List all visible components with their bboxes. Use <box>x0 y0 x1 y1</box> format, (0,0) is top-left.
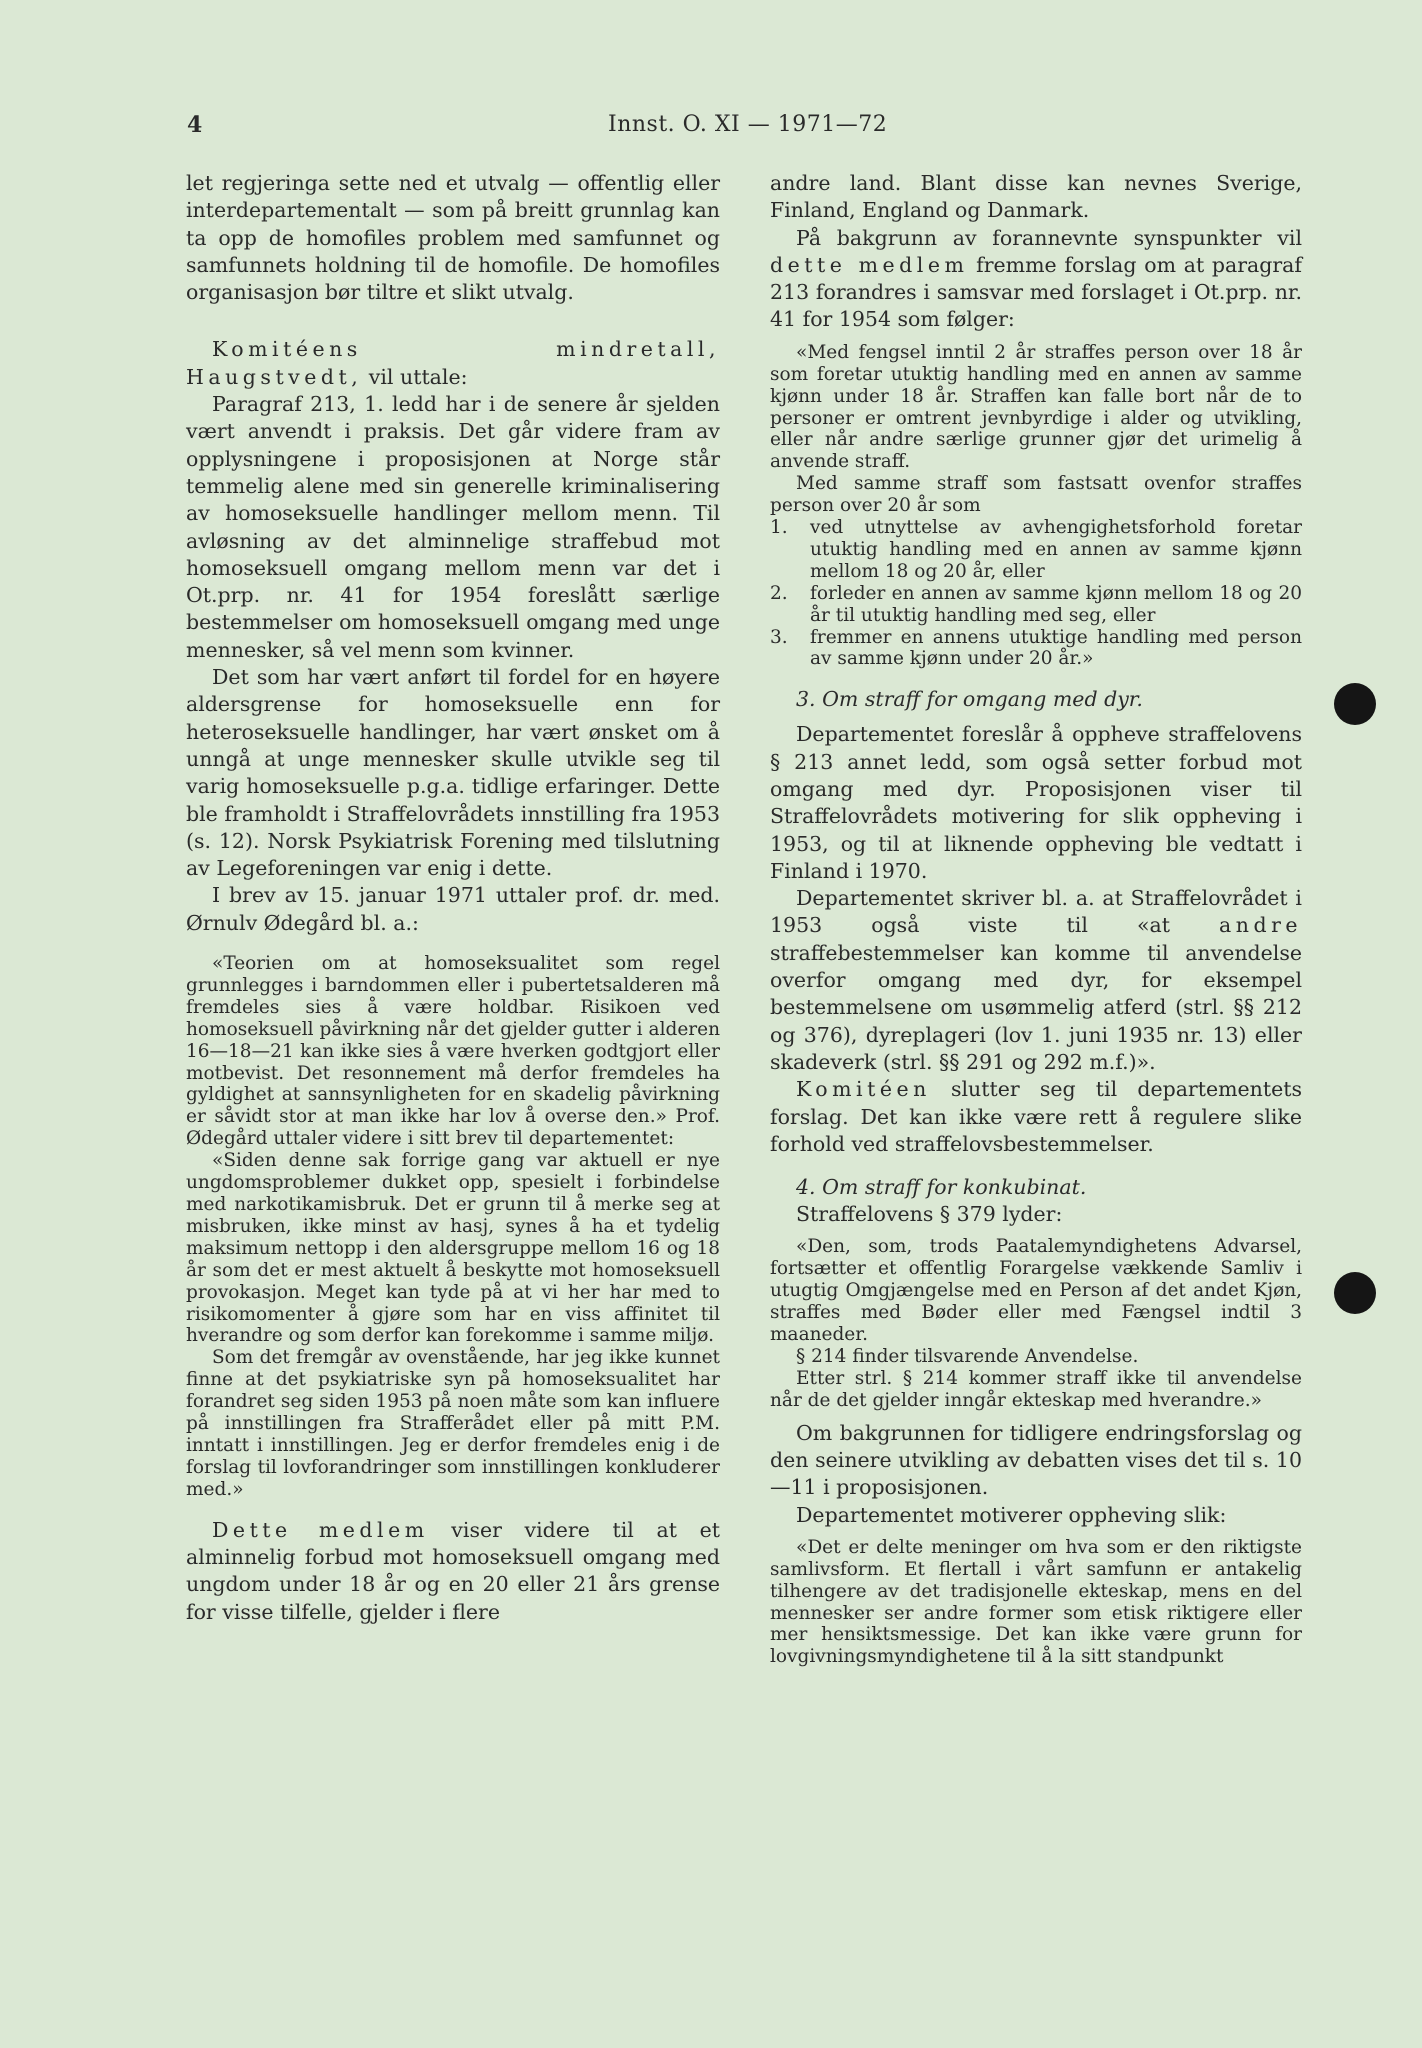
quote-paragraph: «Det er delte meninger om hva som er den riktigste samlivsform. Et flertall i vårt samfunn er antakelig tilhengere av det tradisjonelle ekteskap, mens en del mennesker ser andre former som etisk riktigere eller mer hensiktsmessige. Det kan ikke være grunn for lovgivningsmyndighetene til å la sitt standpunkt <box>770 1536 1302 1668</box>
section-heading: 3. Om straff for omgang med dyr. <box>796 687 1143 712</box>
page-header <box>0 112 1422 152</box>
paragraph: andre land. Blant disse kan nevnes Sverige, Finland, England og Danmark. <box>770 171 1302 223</box>
quote-paragraph: «Den, som, trods Paatalemyndighetens Advarsel, fortsætter et offentlig Forargelse vækkende Samliv i utugtig Omgjængelse med en Person af det andet Kjøn, straffes med Bøder eller med Fængsel indtil 3 maaneder. <box>770 1236 1302 1346</box>
right-column <box>770 170 1302 1668</box>
minority-heading-paragraph <box>186 336 720 391</box>
committee-paragraph <box>770 1076 1302 1158</box>
list-item <box>770 627 1302 671</box>
paragraph: let regjeringa sette ned et utvalg — offentlig eller interdepartementalt — som på breitt grunnlag kan ta opp de homofiles problem med samfunnet og samfunnets holdning til de homofile. De homofiles organisasjon bør tiltre et slikt utvalg. <box>186 171 720 305</box>
list-item <box>770 517 1302 583</box>
quote-paragraph: Etter strl. § 214 kommer straff ikke til anvendelse når de det gjelder inngår ekteskap med hverandre.» <box>770 1367 1302 1411</box>
paragraph-text: vil uttale: <box>362 364 468 389</box>
spaced-phrase: Komitéens mindretall, Haugstvedt, <box>186 337 720 389</box>
list-number: 1. <box>770 517 788 539</box>
quote-paragraph: Som det fremgår av ovenstående, har jeg ikke kunnet finne at det psykiatriske syn på homoseksualitet har forandret seg siden 1953 på noen måte som kan influere på innstillingen fra Strafferådet eller på mitt P.M. inntatt i innstillingen. Jeg er derfor fremdeles enig i de forslag til lovforandringer som innstillingen konkluderer med.» <box>186 1347 720 1500</box>
paragraph-text: fremme forslag om at paragraf 213 forandres i samsvar med forslaget i Ot.prp. nr. 41 for 1954 som følger: <box>770 252 1302 332</box>
paragraph: Departementet motiverer oppheving slik: <box>796 1502 1227 1527</box>
running-title: Innst. O. XI — 1971—72 <box>608 112 888 137</box>
spaced-phrase: andre <box>1219 913 1302 938</box>
list-text: fremmer en annens utuktige handling med person av samme kjønn under 20 år.» <box>810 626 1302 670</box>
quote-paragraph: «Teorien om at homoseksualitet som regel grunnlegges i barndommen eller i pubertetsalderen må fremdeles sies å være holdbar. Risikoen ved homoseksuell påvirkning når det gjelder gutter i alderen 16—18—21 kan ikke sies å være hverken godtgjort eller motbevist. Det resonnement må derfor fremdeles ha gyldighet at sannsynligheten for en skadelig påvirkning er såvidt stor at man ikke har lov å overse den.» Prof. Ødegård uttaler videre i sitt brev til departementet: <box>186 953 720 1150</box>
quote-paragraph: § 214 finder tilsvarende Anvendelse. <box>796 1345 1139 1367</box>
paragraph-text: Departementet skriver bl. a. at Straffelovrådet i 1953 også viste til «at <box>770 886 1302 938</box>
paragraph-text: viser videre til at et alminnelig forbud mot homoseksuell omgang med ungdom under 18 år og en 20 eller 21 års grense for visse tilfelle, gjelder i flere <box>186 1517 720 1624</box>
quote-paragraph: Med samme straff som fastsatt ovenfor straffes person over 20 år som <box>770 473 1302 517</box>
list-number: 3. <box>770 626 788 648</box>
spaced-phrase: Komitéen <box>796 1077 931 1102</box>
paragraph: Det som har vært anført til fordel for en høyere aldersgrense for homoseksuelle enn for heteroseksuelle handlinger, har vært ønsket om å unngå at unge mennesker skulle utvikle seg til varig homoseksuelle p.g.a. tidlige erfaringer. Dette ble framholdt i Straffelovrådets innstilling fra 1953 (s. 12). Norsk Psykiatrisk Forening med tilslutning av Legeforeningen var enig i dette. <box>186 665 720 881</box>
punch-hole-icon <box>1334 1272 1376 1314</box>
paragraph: Paragraf 213, 1. ledd har i de senere år sjelden vært anvendt i praksis. Det går videre fram av opplysningene i proposisjonen at Norge står temmelig alene med sin generelle kriminalisering av homoseksuelle handlinger mellom menn. Til avløsning av det alminnelige straffebud mot homoseksuell omgang mellom menn var det i Ot.prp. nr. 41 for 1954 foreslått særlige bestemmelser om homoseksuell omgang med unge mennesker, så vel menn som kvinner. <box>186 392 720 662</box>
list-number: 2. <box>770 582 788 604</box>
spaced-phrase: Dette medlem <box>212 1517 429 1542</box>
quote-paragraph: «Med fengsel inntil 2 år straffes person over 18 år som foretar utuktig handling med en annen av samme kjønn under 18 år. Straffen kan falle bort når de to personer er omtrent jevnbyrdige i alder og utvikling, eller når andre særlige grunner gjør det urimelig å anvende straff. <box>770 341 1302 473</box>
quote-reference-paragraph <box>770 885 1302 1076</box>
paragraph-text: På bakgrunn av forannevnte synspunkter vil <box>796 225 1302 250</box>
list-item <box>770 583 1302 627</box>
paragraph: I brev av 15. januar 1971 uttaler prof. dr. med. Ørnulv Ødegård bl. a.: <box>186 883 720 935</box>
section-heading: 4. Om straff for konkubinat. <box>796 1175 1087 1200</box>
paragraph-text: slutter seg til departementets forslag. Det kan ikke være rett å regulere slike forhold ved straffelovsbestemmelser. <box>770 1077 1302 1156</box>
paragraph-text: straffebestemmelser kan komme til anvendelse overfor omgang med dyr, for eksempel bestemmelsene om usømmelig atferd (strl. §§ 212 og 376), dyreplageri (lov 1. juni 1935 nr. 13) eller skadeverk (strl. §§ 291 og 292 m.f.)». <box>770 940 1302 1074</box>
page-number: 4 <box>187 112 203 138</box>
proposal-paragraph <box>770 225 1302 334</box>
paragraph: Straffelovens § 379 lyder: <box>796 1202 1063 1227</box>
left-column <box>186 170 720 1626</box>
punch-hole-icon <box>1334 683 1376 725</box>
spaced-phrase: dette medlem <box>770 252 969 277</box>
paragraph: Departementet foreslår å oppheve straffelovens § 213 annet ledd, som også setter forbud mot omgang med dyr. Proposisjonen viser til Straffelovrådets motivering for slik oppheving i 1953, og til at liknende oppheving ble vedtatt i Finland i 1970. <box>770 722 1302 883</box>
paragraph: Om bakgrunnen for tidligere endringsforslag og den seinere utvikling av debatten vises det til s. 10—11 i proposisjonen. <box>770 1420 1302 1500</box>
list-text: ved utnyttelse av avhengighetsforhold foretar utuktig handling med en annen av samme kjønn mellom 18 og 20 år, eller <box>810 517 1302 582</box>
list-text: forleder en annen av samme kjønn mellom 18 og 20 år til utuktig handling med seg, eller <box>810 582 1302 626</box>
member-paragraph <box>186 1517 720 1626</box>
quote-paragraph: «Siden denne sak forrige gang var aktuell er nye ungdomsproblemer dukket opp, spesielt i forbindelse med narkotikamisbruk. Det er grunn til å merke seg at misbruken, ikke minst av hasj, synes å ha et tydelig maksimum nettopp i den aldersgruppe mellom 16 og 18 år som det er mest aktuelt å beskytte mot homoseksuell provokasjon. Meget kan tyde på at vi her har med to risikomomenter å gjøre som har en viss affinitet til hverandre og som derfor kan forekomme i samme miljø. <box>186 1150 720 1347</box>
